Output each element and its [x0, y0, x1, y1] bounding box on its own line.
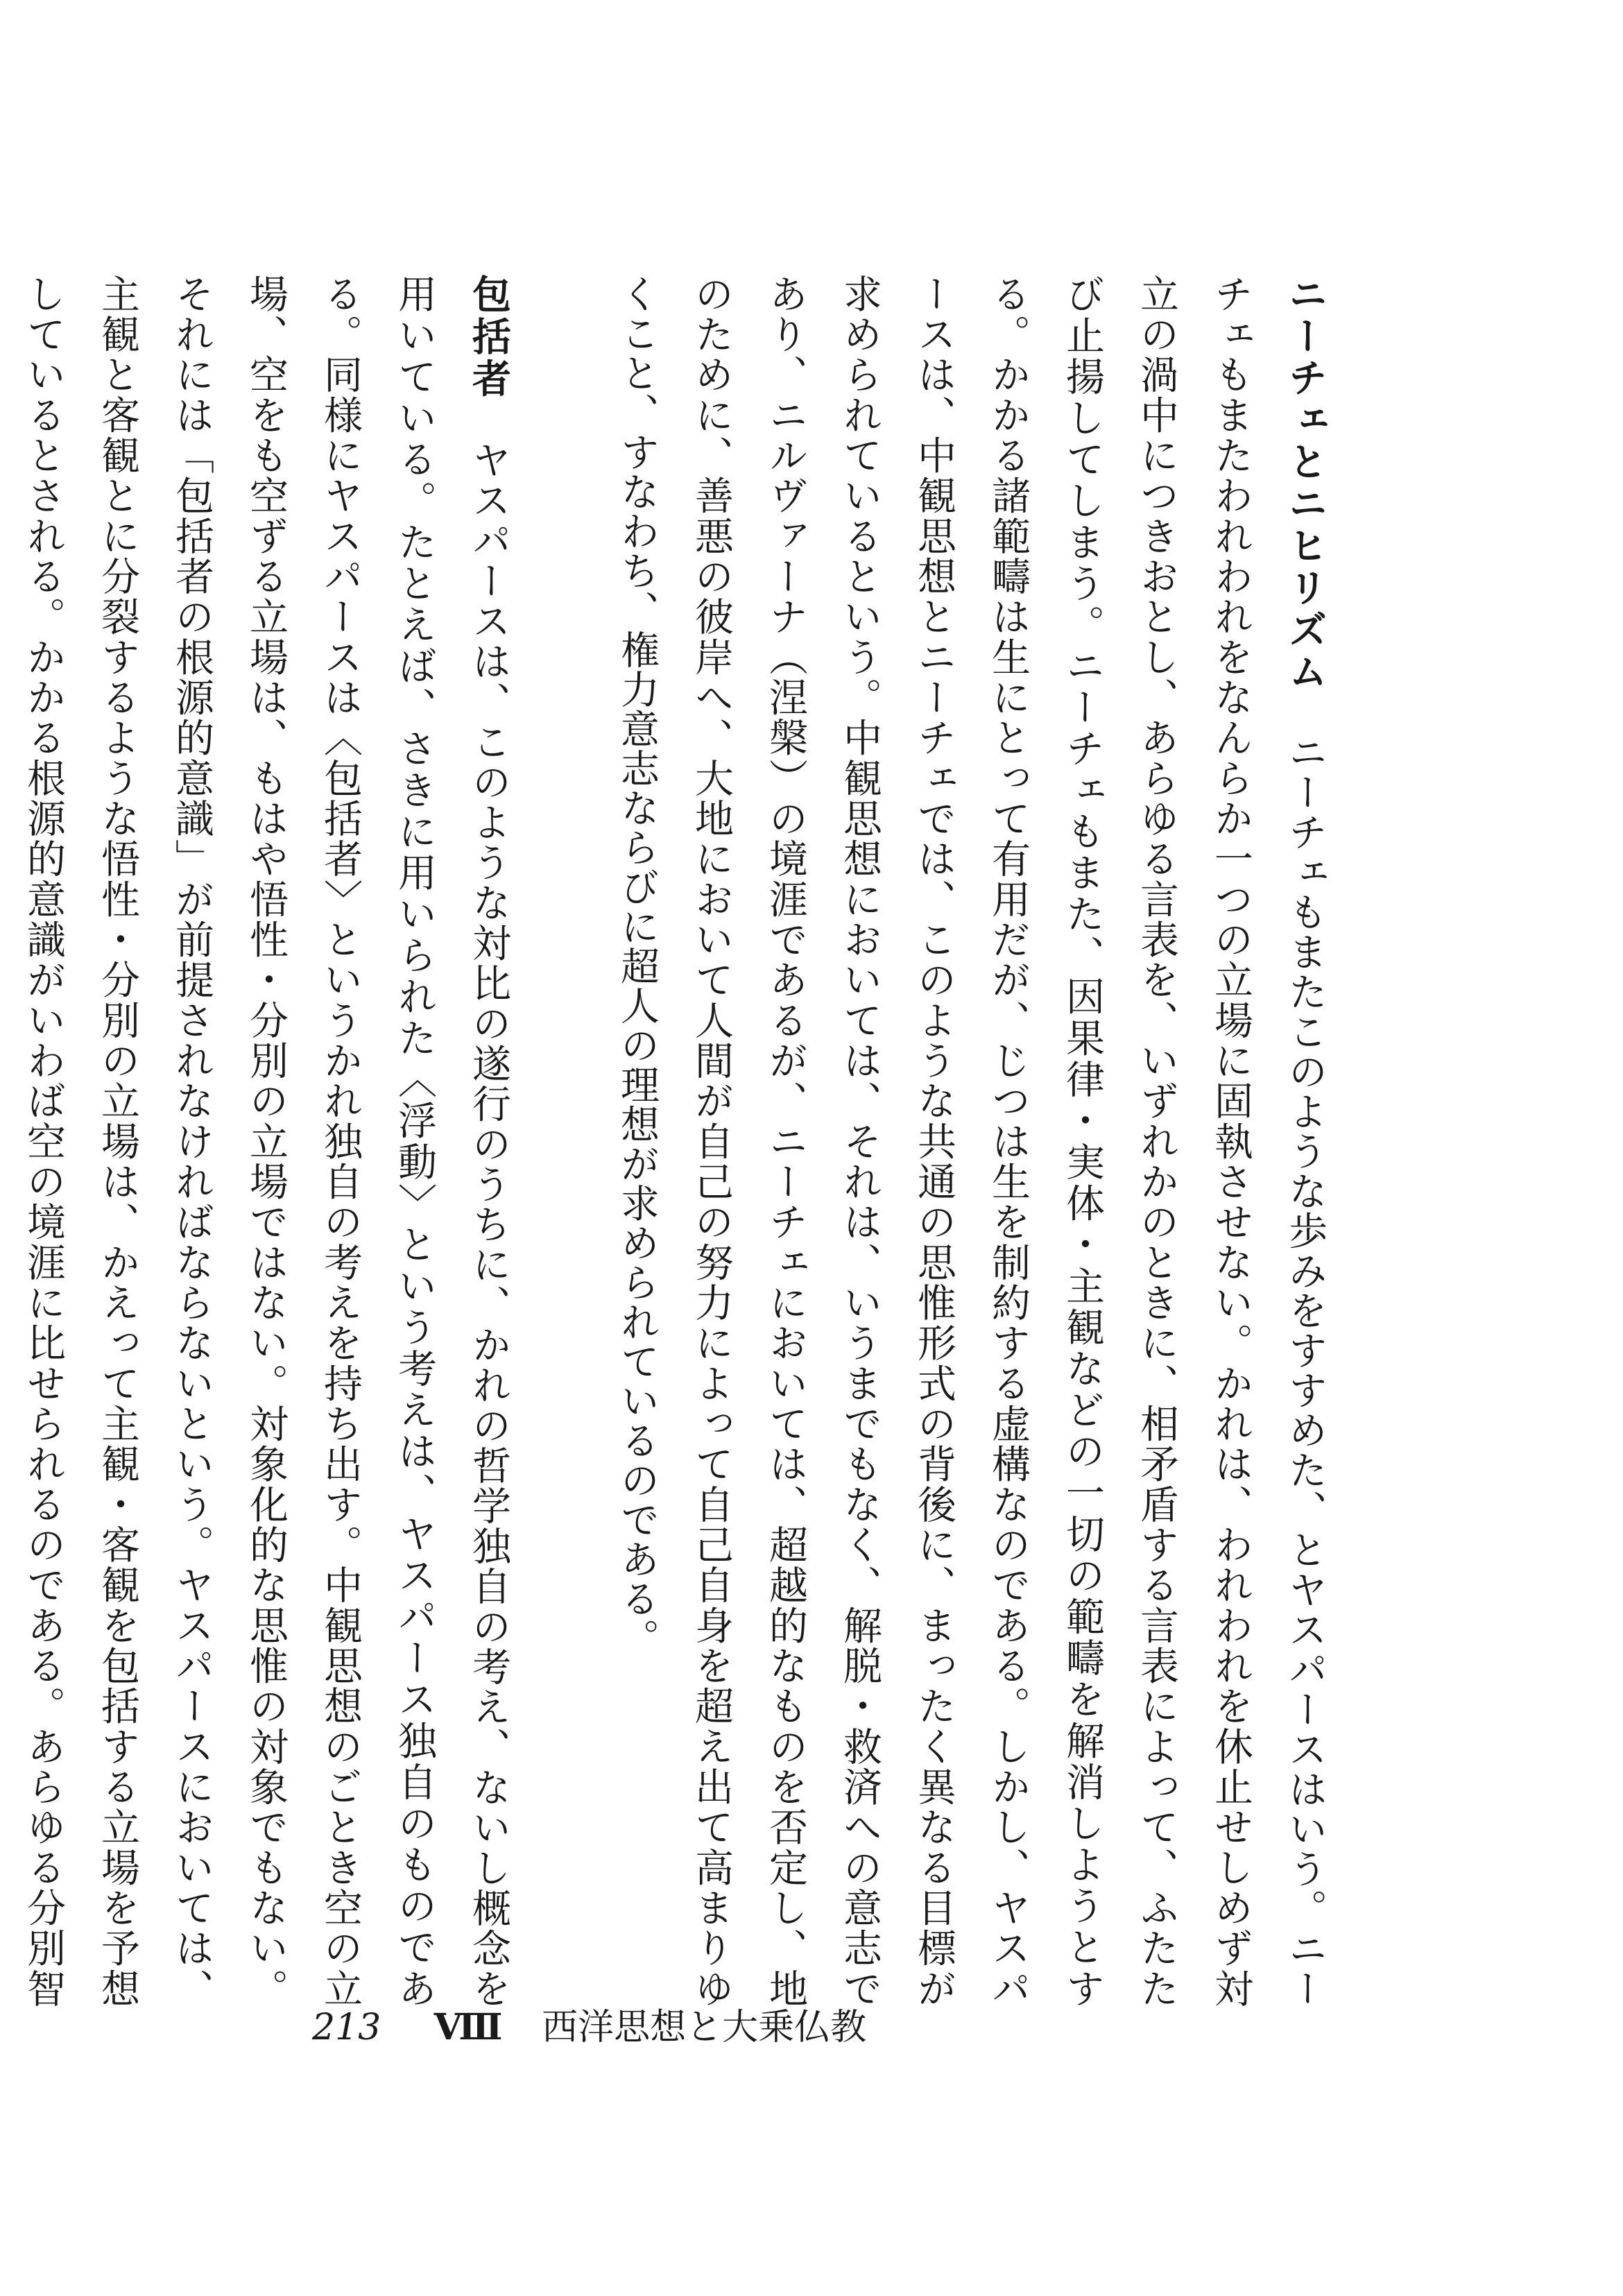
section-heading: ニーチェとニヒリズム: [1282, 274, 1328, 694]
page-footer: [312, 1998, 866, 2050]
vertical-text-block: [21, 274, 1342, 2009]
section-heading: 包括者: [466, 274, 511, 401]
heading-gap: [488, 401, 489, 440]
chapter-numeral: Ⅷ: [433, 2006, 503, 2048]
chapter-title: 西洋思想と大乗仏教: [542, 2007, 867, 2048]
page-number: 213: [312, 2007, 381, 2048]
section-body: ヤスパースは、このような対比の遂行のうちに、かれの哲学独自の考え、ないし概念を用いている。たとえば、さきに用いられた〈浮動〉という考えは、ヤスパース独自のものである。同様にヤスパースは〈包括者〉というかれ独自の考えを持ち出す。中観思想のごとき空の立場、空をも空ずる立場は、もはや悟性・分別の立場ではない。対象化的な思惟の対象でもない。それには「包括者の根源的意識」が前提されなければならないという。ヤスパースにおいては、主観と客観とに分裂するような悟性・分別の立場は、かえって主観・客観を包括する立場を予想しているとされる。かかる根源的意識がいわば空の境涯に比せられるのである。あらゆる分別智: [21, 274, 511, 2009]
section-encompassing: [0, 274, 526, 2008]
section-body: ニーチェもまたこのような歩みをすすめた、とヤスパースはいう。ニーチェもまたわれわれをなんらか一つの立場に固執させない。かれは、われわれを休止せしめず対立の渦中につきおとし、あらゆる言表を、いずれかのときに、相矛盾する言表によって、ふたたび止揚してしまう。ニーチェもまた、因果律・実体・主観などの一切の範疇を解消しようとする。かかる諸範疇は生にとって有用だが、じつは生を制約する虚構なのである。しかし、ヤスパースは、中観思想とニーチェでは、このような共通の思惟形式の背後に、まったく異なる目標が求められているという。中観思想においては、それは、いうまでもなく、解脱・救済への意志であり、ニルヴァーナ（涅槃）の境涯であるが、ニーチェにおいては、超越的なものを否定し、地のために、善悪の彼岸へ、大地において人間が自己の努力によって自己自身を超え出て高まりゆくこと、すなわち、権力意志ならびに超人の理想が求められているのである。: [615, 274, 1328, 2009]
section-nietzsche: [600, 274, 1342, 2008]
